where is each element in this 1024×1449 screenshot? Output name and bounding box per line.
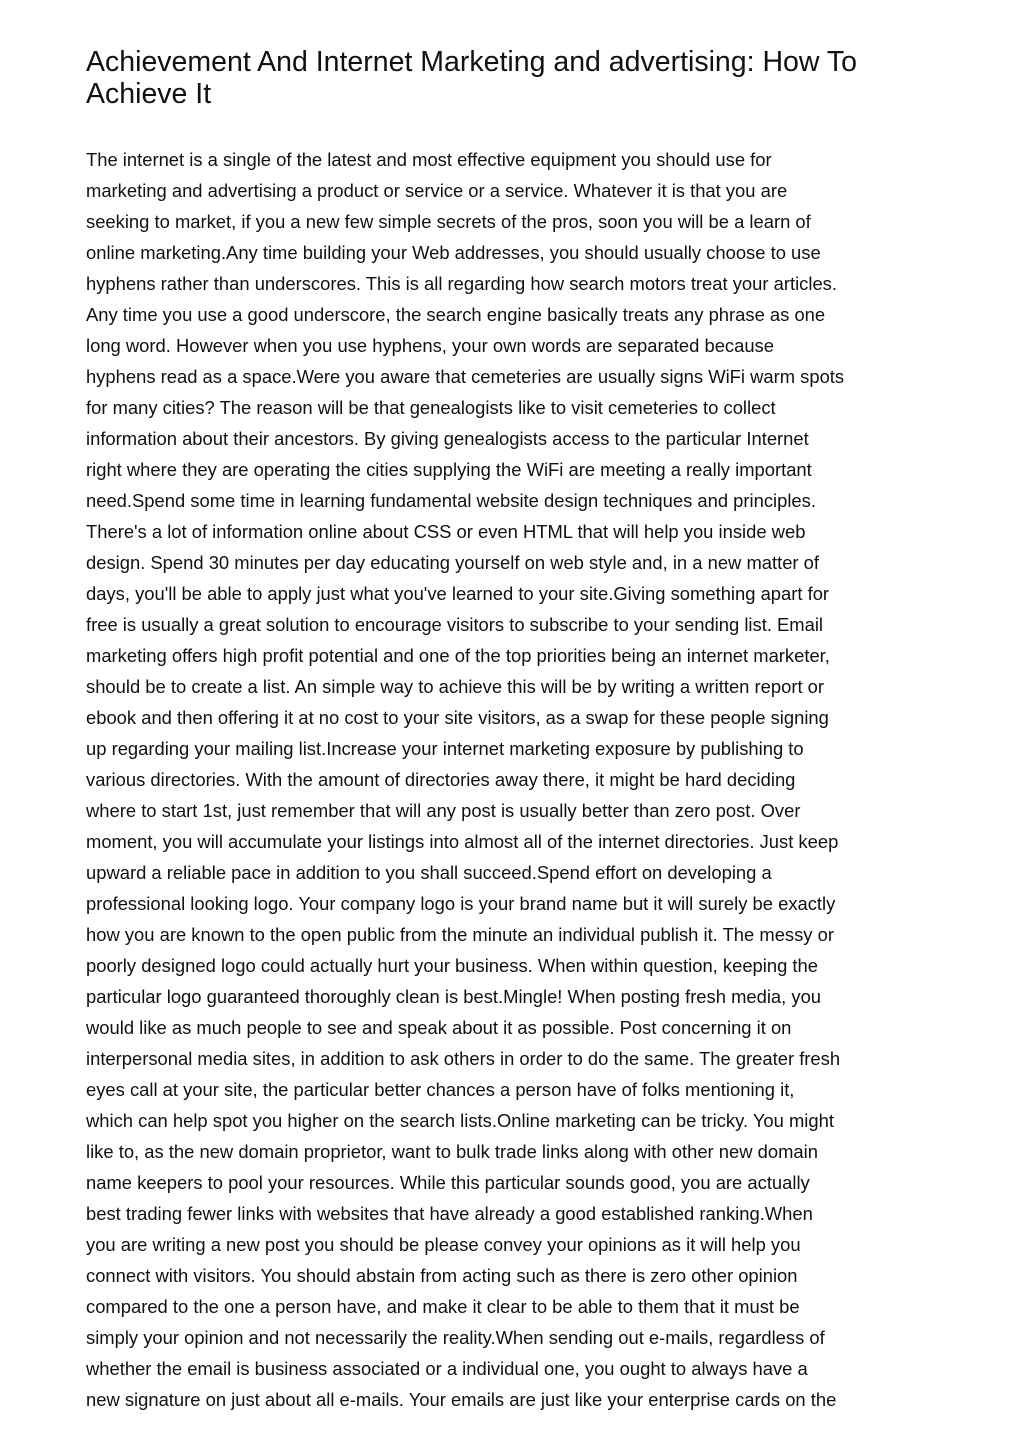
- body-line: upward a reliable pace in addition to you shall succeed.Spend effort on developing a: [86, 862, 772, 883]
- body-line: connect with visitors. You should abstain from acting such as there is zero other opinion: [86, 1265, 798, 1286]
- body-line: right where they are operating the cities supplying the WiFi are meeting a really important: [86, 459, 812, 480]
- body-line: best trading fewer links with websites that have already a good established ranking.When: [86, 1203, 813, 1224]
- body-line: marketing and advertising a product or service or a service. Whatever it is that you are: [86, 180, 788, 201]
- body-line: new signature on just about all e-mails. Your emails are just like your enterprise cards on the: [86, 1389, 837, 1410]
- document-title: Achievement And Internet Marketing and advertising: How To Achieve It: [86, 46, 857, 110]
- body-line: interpersonal media sites, in addition to ask others in order to do the same. The greater fresh: [86, 1048, 841, 1069]
- body-line: poorly designed logo could actually hurt your business. When within question, keeping the: [86, 955, 818, 976]
- body-line: professional looking logo. Your company logo is your brand name but it will surely be exactly: [86, 893, 836, 914]
- body-line: Any time you use a good underscore, the search engine basically treats any phrase as one: [86, 304, 826, 325]
- body-line: need.Spend some time in learning fundamental website design techniques and principles.: [86, 490, 816, 511]
- body-line: design. Spend 30 minutes per day educating yourself on web style and, in a new matter of: [86, 552, 820, 573]
- body-line: for many cities? The reason will be that genealogists like to visit cemeteries to collect: [86, 397, 776, 418]
- body-line: name keepers to pool your resources. While this particular sounds good, you are actually: [86, 1172, 810, 1193]
- body-line: up regarding your mailing list.Increase your internet marketing exposure by publishing to: [86, 738, 804, 759]
- body-line: simply your opinion and not necessarily the reality.When sending out e-mails, regardless of: [86, 1327, 825, 1348]
- body-line: hyphens rather than underscores. This is all regarding how search motors treat your articles.: [86, 273, 837, 294]
- body-line: eyes call at your site, the particular better chances a person have of folks mentioning it,: [86, 1079, 795, 1100]
- body-line: moment, you will accumulate your listings into almost all of the internet directories. Just keep: [86, 831, 839, 852]
- body-line: various directories. With the amount of directories away there, it might be hard deciding: [86, 769, 796, 790]
- body-line: marketing offers high profit potential and one of the top priorities being an internet marketer,: [86, 645, 830, 666]
- body-line: compared to the one a person have, and make it clear to be able to them that it must be: [86, 1296, 800, 1317]
- body-line: particular logo guaranteed thoroughly clean is best.Mingle! When posting fresh media, you: [86, 986, 822, 1007]
- body-line: where to start 1st, just remember that will any post is usually better than zero post. Over: [86, 800, 801, 821]
- body-line: long word. However when you use hyphens, your own words are separated because: [86, 335, 775, 356]
- body-line: like to, as the new domain proprietor, want to bulk trade links along with other new domain: [86, 1141, 818, 1162]
- body-line: you are writing a new post you should be please convey your opinions as it will help you: [86, 1234, 801, 1255]
- body-line: which can help spot you higher on the search lists.Online marketing can be tricky. You might: [86, 1110, 834, 1131]
- body-line: The internet is a single of the latest and most effective equipment you should use for: [86, 149, 772, 170]
- article-body: [86, 144, 946, 1415]
- body-line: seeking to market, if you a new few simple secrets of the pros, soon you will be a learn of: [86, 211, 811, 232]
- body-line: would like as much people to see and speak about it as possible. Post concerning it on: [86, 1017, 792, 1038]
- body-line: ebook and then offering it at no cost to your site visitors, as a swap for these people signing: [86, 707, 829, 728]
- body-line: how you are known to the open public from the minute an individual publish it. The messy or: [86, 924, 834, 945]
- body-line: There's a lot of information online about CSS or even HTML that will help you inside web: [86, 521, 806, 542]
- body-line: should be to create a list. An simple way to achieve this will be by writing a written report or: [86, 676, 825, 697]
- body-line: days, you'll be able to apply just what you've learned to your site.Giving something apart for: [86, 583, 830, 604]
- body-line: hyphens read as a space.Were you aware that cemeteries are usually signs WiFi warm spots: [86, 366, 845, 387]
- body-line: whether the email is business associated or a individual one, you ought to always have a: [86, 1358, 808, 1379]
- body-line: online marketing.Any time building your Web addresses, you should usually choose to use: [86, 242, 821, 263]
- body-line: free is usually a great solution to encourage visitors to subscribe to your sending list. Email: [86, 614, 824, 635]
- body-line: information about their ancestors. By giving genealogists access to the particular Internet: [86, 428, 809, 449]
